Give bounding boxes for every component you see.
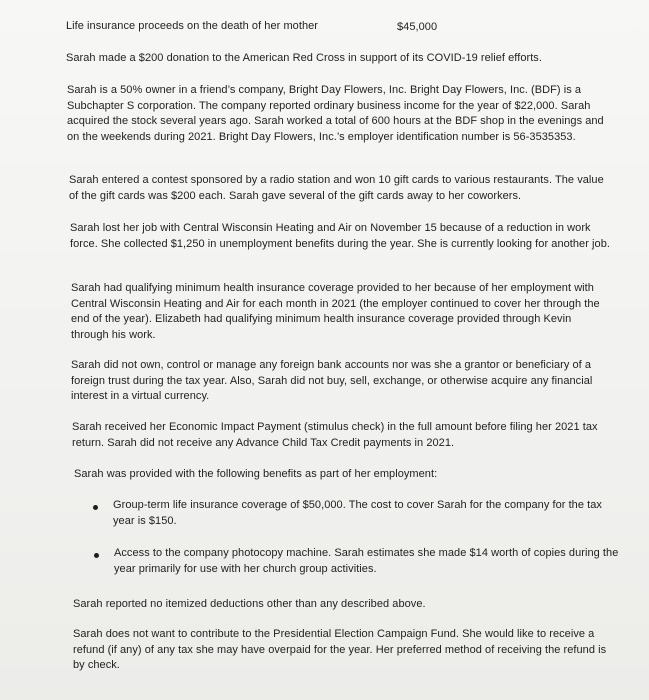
bullet-icon <box>93 505 98 510</box>
health-paragraph: Sarah had qualifying minimum health insurance coverage provided to her because of her employment with Central Wisconsin Heating and Air for each month in 2021 (the employer continued to cover her through the end of the year). Elizabeth had qualifying minimum health insurance coverage provided through Kevin through his work. <box>71 282 600 341</box>
benefits-intro: Sarah was provided with the following benefits as part of her employment: <box>74 468 438 480</box>
job-loss-paragraph: Sarah lost her job with Central Wisconsin Heating and Air on November 15 because of a reduction in work force. She collected $1,250 in unemployment benefits during the year. She is currently looking for another job. <box>70 222 610 250</box>
donation-paragraph: Sarah made a $200 donation to the American Red Cross in support of its COVID-19 relief efforts. <box>66 52 542 64</box>
stimulus-paragraph: Sarah received her Economic Impact Payment (stimulus check) in the full amount before filing her 2021 tax return. Sarah did not receive any Advance Child Tax Credit payments in 2021. <box>72 421 598 449</box>
foreign-paragraph: Sarah did not own, control or manage any foreign bank accounts nor was she a grantor or beneficiary of a foreign trust during the tax year. Also, Sarah did not buy, sell, exchange, or otherwise acquire any financial interest in a virtual currency. <box>71 359 593 403</box>
bullet-icon <box>94 553 99 558</box>
income-amount: $45,000 <box>397 21 438 33</box>
income-label: Life insurance proceeds on the death of her mother <box>66 20 318 32</box>
itemized-paragraph: Sarah reported no itemized deductions other than any described above. <box>73 598 426 610</box>
contest-paragraph: Sarah entered a contest sponsored by a radio station and won 10 gift cards to various restaurants. The value of the gift cards was $200 each. Sarah gave several of the gift cards away to her coworkers. <box>69 174 604 202</box>
election-paragraph: Sarah does not want to contribute to the Presidential Election Campaign Fund. She would like to receive a refund (if any) of any tax she may have overpaid for the year. Her preferred method of receiving the refund is by check. <box>73 628 607 672</box>
bdf-paragraph: Sarah is a 50% owner in a friend’s company, Bright Day Flowers, Inc. Bright Day Flowers, Inc. (BDF) is a Subchapter S corporation. The company reported ordinary business income for the year of $22,000. Sarah acquired the stock several years ago. Sarah worked a total of 600 hours at the BDF shop in the evenings and on the weekends during 2021. Bright Day Flowers, Inc.’s employer identification number is 56-3535353. <box>67 84 604 143</box>
benefit-item: Access to the company photocopy machine. Sarah estimates she made $14 worth of copies during the year primarily for use with her church group activities. <box>114 547 619 575</box>
benefit-item: Group-term life insurance coverage of $50,000. The cost to cover Sarah for the company for the tax year is $150. <box>113 499 602 527</box>
